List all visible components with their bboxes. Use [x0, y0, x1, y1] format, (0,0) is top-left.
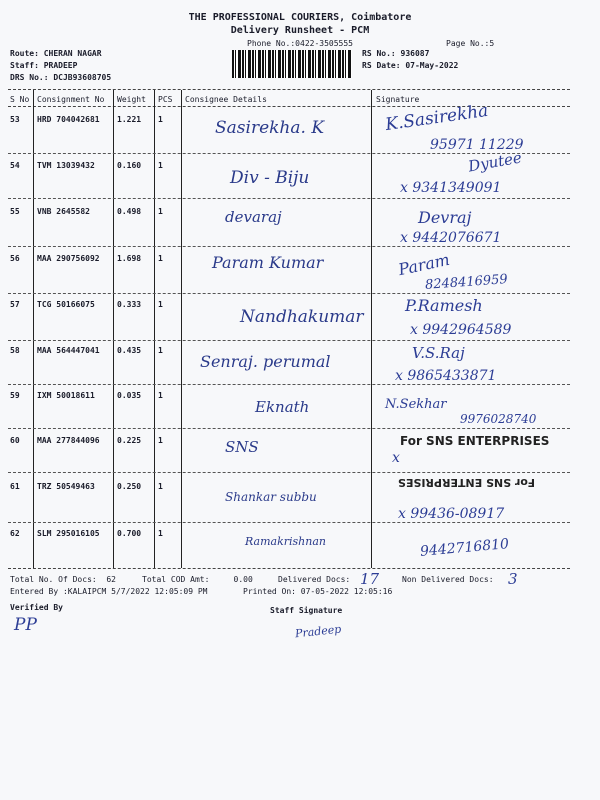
row-pcs: 1	[158, 482, 163, 491]
staff-signature-label: Staff Signature	[270, 606, 343, 615]
row-rule	[8, 522, 570, 523]
total-cod: Total COD Amt: 0.00	[142, 575, 253, 584]
consignee-handwriting: Div - Biju	[230, 168, 310, 188]
row-consignment: MAA 277844096	[37, 436, 100, 445]
row-pcs: 1	[158, 391, 163, 400]
row-sno: 61	[10, 482, 20, 491]
signature: V.S.Raj	[412, 344, 465, 362]
row-consignment: SLM 295016105	[37, 529, 100, 538]
company-stamp: For SNS ENTERPRISES	[400, 434, 550, 448]
phone-handwriting: x 9942964589	[410, 322, 512, 338]
consignee-handwriting: Nandhakumar	[240, 307, 364, 327]
col-divider	[371, 90, 372, 568]
printed-on: Printed On: 07-05-2022 12:05:16	[243, 587, 393, 596]
row-weight: 0.700	[117, 529, 142, 538]
col-pcs: PCS	[158, 95, 173, 104]
col-signature: Signature	[376, 95, 420, 104]
row-pcs: 1	[158, 254, 163, 263]
phone-handwriting: x	[392, 450, 400, 466]
col-consignee: Consignee Details	[185, 95, 267, 104]
page-number: Page No.:5	[446, 39, 495, 48]
phone-handwriting: 9442716810	[419, 536, 510, 560]
col-consignment: Consignment No	[37, 95, 105, 104]
row-consignment: IXM 50018611	[37, 391, 95, 400]
row-pcs: 1	[158, 346, 163, 355]
rs-date: RS Date: 07-May-2022	[362, 61, 459, 70]
header-top-rule	[8, 89, 570, 90]
signature: P.Ramesh	[405, 296, 483, 315]
non-delivered-docs-handwritten: 3	[508, 570, 518, 588]
row-sno: 62	[10, 529, 20, 538]
staff: Staff: PRADEEP	[10, 61, 78, 70]
company-stamp: For SNS ENTERPRISES	[398, 476, 535, 489]
consignee-handwriting: Eknath	[255, 398, 310, 416]
row-sno: 58	[10, 346, 20, 355]
row-pcs: 1	[158, 300, 163, 309]
verified-by-signature: PP	[14, 615, 37, 635]
row-rule	[8, 428, 570, 429]
row-rule	[8, 472, 570, 473]
staff-signature: Pradeep	[294, 622, 342, 641]
barcode	[232, 50, 352, 78]
route: Route: CHERAN NAGAR	[10, 49, 102, 58]
signature: N.Sekhar	[385, 397, 447, 412]
row-rule	[8, 246, 570, 247]
phone-handwriting: x 99436-08917	[398, 506, 505, 522]
consignee-handwriting: Param Kumar	[212, 253, 324, 272]
verified-by-label: Verified By	[10, 603, 63, 612]
row-sno: 55	[10, 207, 20, 216]
row-weight: 1.221	[117, 115, 142, 124]
non-delivered-docs-label: Non Delivered Docs:	[402, 575, 494, 584]
phone-handwriting: 8248416959	[424, 272, 509, 293]
row-consignment: MAA 564447041	[37, 346, 100, 355]
phone-handwriting: 9976028740	[460, 412, 537, 426]
phone-handwriting: 95971 11229	[430, 137, 524, 153]
col-sno: S No	[10, 95, 30, 104]
row-pcs: 1	[158, 436, 163, 445]
phone-handwriting: x 9442076671	[400, 230, 502, 246]
row-rule	[8, 340, 570, 341]
consignee-handwriting: Ramakrishnan	[245, 535, 326, 548]
consignee-handwriting: Sasirekha. K	[215, 118, 325, 138]
col-divider	[181, 90, 182, 568]
table-bottom-rule	[8, 568, 570, 569]
row-pcs: 1	[158, 207, 163, 216]
row-sno: 59	[10, 391, 20, 400]
delivered-docs-handwritten: 17	[360, 570, 380, 588]
row-consignment: HRD 704042681	[37, 115, 100, 124]
row-consignment: TRZ 50549463	[37, 482, 95, 491]
row-sno: 54	[10, 161, 20, 170]
row-sno: 57	[10, 300, 20, 309]
runsheet-subtitle: Delivery Runsheet - PCM	[230, 25, 370, 36]
phone-handwriting: x 9865433871	[395, 368, 497, 384]
row-weight: 0.250	[117, 482, 142, 491]
entered-by: Entered By :KALAIPCM 5/7/2022 12:05:09 PM	[10, 587, 208, 596]
row-sno: 53	[10, 115, 20, 124]
row-weight: 0.225	[117, 436, 142, 445]
row-weight: 1.698	[117, 254, 142, 263]
row-weight: 0.333	[117, 300, 142, 309]
drs-number: DRS No.: DCJB93608705	[10, 73, 112, 82]
col-weight: Weight	[117, 95, 146, 104]
row-pcs: 1	[158, 529, 163, 538]
consignee-handwriting: SNS	[225, 438, 259, 456]
consignee-handwriting: Senraj. perumal	[200, 352, 331, 371]
phone-handwriting: x 9341349091	[400, 180, 502, 196]
row-weight: 0.435	[117, 346, 142, 355]
consignee-handwriting: Shankar subbu	[225, 490, 317, 504]
total-docs: Total No. Of Docs: 62	[10, 575, 116, 584]
col-divider	[154, 90, 155, 568]
signature: K.Sasirekha	[384, 100, 490, 136]
row-consignment: TCG 50166075	[37, 300, 95, 309]
consignee-handwriting: devaraj	[225, 208, 282, 226]
phone-number: Phone No.:0422-3505555	[247, 39, 353, 48]
row-rule	[8, 384, 570, 385]
row-pcs: 1	[158, 161, 163, 170]
row-weight: 0.160	[117, 161, 142, 170]
col-divider	[113, 90, 114, 568]
row-rule	[8, 293, 570, 294]
row-consignment: VNB 2645582	[37, 207, 90, 216]
signature: Param	[396, 249, 452, 280]
row-weight: 0.035	[117, 391, 142, 400]
row-consignment: MAA 290756092	[37, 254, 100, 263]
row-weight: 0.498	[117, 207, 142, 216]
row-sno: 60	[10, 436, 20, 445]
delivered-docs-label: Delivered Docs:	[278, 575, 351, 584]
signature: Devraj	[418, 208, 472, 227]
row-rule	[8, 198, 570, 199]
row-sno: 56	[10, 254, 20, 263]
signature: Dyutee	[466, 148, 524, 176]
company-title: THE PROFESSIONAL COURIERS, Coimbatore	[188, 12, 412, 23]
row-consignment: TVM 13039432	[37, 161, 95, 170]
col-divider	[33, 90, 34, 568]
rs-number: RS No.: 936087	[362, 49, 430, 58]
row-pcs: 1	[158, 115, 163, 124]
